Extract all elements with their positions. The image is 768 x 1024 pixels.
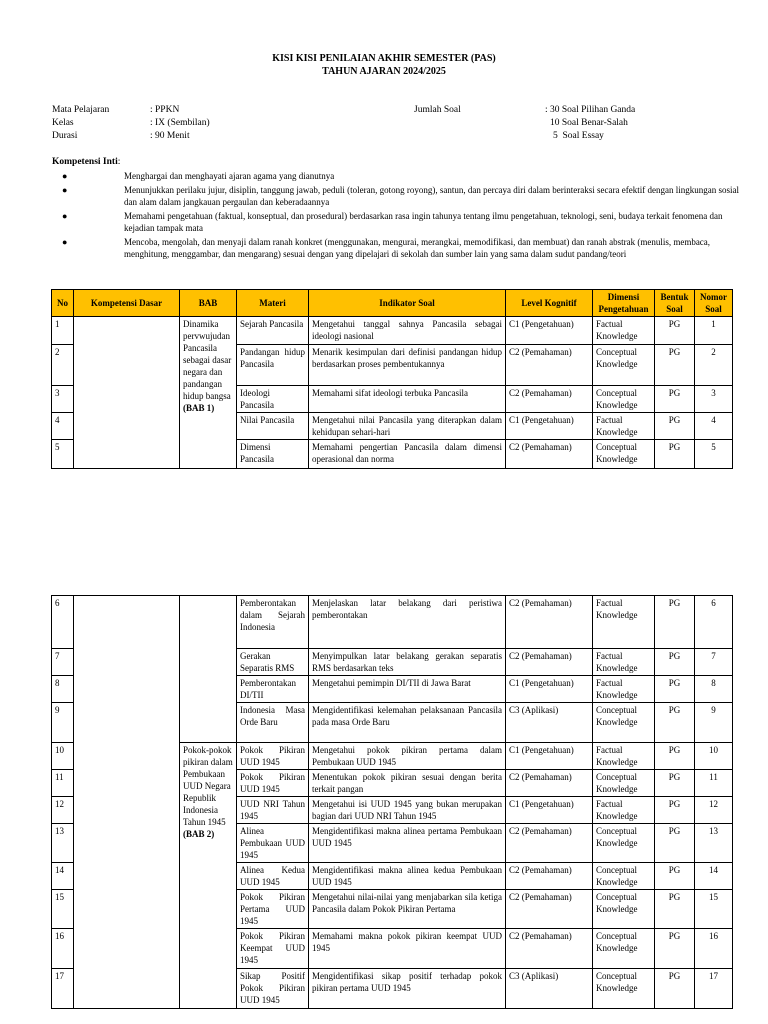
cell-materi: Pokok Pikiran UUD 1945 bbox=[237, 770, 309, 797]
kisi-table-page1 bbox=[51, 289, 733, 469]
cell-materi: Ideologi Pancasila bbox=[237, 386, 309, 413]
cell-nomor: 3 bbox=[695, 386, 733, 413]
cell-indikator: Mengetahui tanggal sahnya Pancasila sebagai ideologi nasional bbox=[309, 317, 506, 345]
durasi-label: Durasi bbox=[52, 131, 78, 141]
header-level: Level Kognitif bbox=[506, 290, 593, 317]
cell-dimensi: Conceptual Knowledge bbox=[593, 386, 655, 413]
cell-bentuk: PG bbox=[655, 929, 695, 969]
cell-no: 6 bbox=[52, 596, 74, 649]
cell-nomor: 8 bbox=[695, 676, 733, 703]
cell-level: C2 (Pemahaman) bbox=[506, 386, 593, 413]
header-kompetensi-dasar: Kompetensi Dasar bbox=[74, 290, 180, 317]
cell-indikator: Menarik kesimpulan dari definisi pandangan hidup berdasarkan proses pembentukannya bbox=[309, 345, 506, 386]
bab-title: Dinamika pervwujudan Pancasila sebagai dasar negara dan pandangan hidup bangsa bbox=[183, 319, 232, 401]
cell-dimensi: Factual Knowledge bbox=[593, 676, 655, 703]
table-header-row bbox=[52, 290, 733, 317]
cell-bab bbox=[180, 596, 237, 743]
cell-dimensi: Factual Knowledge bbox=[593, 596, 655, 649]
cell-indikator: Menentukan pokok pikiran sesuai dengan berita terkait pangan bbox=[309, 770, 506, 797]
cell-bentuk: PG bbox=[655, 863, 695, 890]
cell-nomor: 6 bbox=[695, 596, 733, 649]
cell-dimensi: Factual Knowledge bbox=[593, 797, 655, 824]
cell-indikator: Mengetahui nilai-nilai yang menjabarkan sila ketiga Pancasila dalam Pokok Pikiran Pertama bbox=[309, 890, 506, 929]
cell-bentuk: PG bbox=[655, 676, 695, 703]
mapel-label: Mata Pelajaran bbox=[52, 105, 110, 115]
cell-materi: Pemberontakan dalam Sejarah Indonesia bbox=[237, 596, 309, 649]
cell-materi: Alinea Kedua UUD 1945 bbox=[237, 863, 309, 890]
cell-nomor: 4 bbox=[695, 413, 733, 440]
cell-dimensi: Conceptual Knowledge bbox=[593, 770, 655, 797]
cell-level: C2 (Pemahaman) bbox=[506, 824, 593, 863]
cell-kompetensi-dasar bbox=[74, 596, 180, 1009]
cell-materi: Alinea Pembukaan UUD 1945 bbox=[237, 824, 309, 863]
bullet-icon: ● bbox=[62, 237, 68, 247]
cell-kompetensi-dasar bbox=[74, 317, 180, 469]
cell-bentuk: PG bbox=[655, 770, 695, 797]
cell-no: 9 bbox=[52, 703, 74, 743]
cell-no: 16 bbox=[52, 929, 74, 969]
cell-materi: Sejarah Pancasila bbox=[237, 317, 309, 345]
cell-nomor: 11 bbox=[695, 770, 733, 797]
cell-nomor: 5 bbox=[695, 440, 733, 469]
cell-indikator: Mengidentifikasi sikap positif terhadap pokok pikiran pertama UUD 1945 bbox=[309, 969, 506, 1009]
cell-level: C1 (Pengetahuan) bbox=[506, 317, 593, 345]
jumlah-bs: 10 Soal Benar-Salah bbox=[550, 118, 628, 128]
cell-bab bbox=[180, 317, 237, 469]
cell-nomor: 14 bbox=[695, 863, 733, 890]
cell-bentuk: PG bbox=[655, 743, 695, 770]
cell-no: 1 bbox=[52, 317, 74, 345]
document-title: KISI KISI PENILAIAN AKHIR SEMESTER (PAS) bbox=[272, 53, 496, 64]
cell-bentuk: PG bbox=[655, 317, 695, 345]
header-materi: Materi bbox=[237, 290, 309, 317]
cell-no: 8 bbox=[52, 676, 74, 703]
cell-no: 13 bbox=[52, 824, 74, 863]
kompetensi-inti-list bbox=[52, 170, 740, 260]
ki-item: ● Menunjukkan perilaku jujur, disiplin, tanggung jawab, peduli (toleran, gotong royong), santun, dan percaya diri dalam berinteraksi secara efektif dengan lingkungan sosial dan alam dalam jangkauan pergaulan dan keberadaannya bbox=[62, 185, 739, 207]
cell-no: 5 bbox=[52, 440, 74, 469]
cell-materi: Dimensi Pancasila bbox=[237, 440, 309, 469]
cell-dimensi: Conceptual Knowledge bbox=[593, 440, 655, 469]
cell-nomor: 2 bbox=[695, 345, 733, 386]
cell-materi: Indonesia Masa Orde Baru bbox=[237, 703, 309, 743]
kompetensi-inti-heading: Kompetensi Inti: bbox=[52, 157, 121, 167]
header-bab: BAB bbox=[180, 290, 237, 317]
table-row bbox=[52, 596, 733, 649]
cell-no: 11 bbox=[52, 770, 74, 797]
cell-materi: Gerakan Separatis RMS bbox=[237, 649, 309, 676]
cell-dimensi: Factual Knowledge bbox=[593, 649, 655, 676]
cell-level: C2 (Pemahaman) bbox=[506, 345, 593, 386]
cell-bentuk: PG bbox=[655, 596, 695, 649]
cell-no: 2 bbox=[52, 345, 74, 386]
cell-indikator: Mengetahui isi UUD 1945 yang bukan merupakan bagian dari UUD NRI Tahun 1945 bbox=[309, 797, 506, 824]
mapel-value: : PPKN bbox=[150, 105, 180, 115]
cell-level: C1 (Pengetahuan) bbox=[506, 743, 593, 770]
cell-materi: Pandangan hidup Pancasila bbox=[237, 345, 309, 386]
cell-no: 14 bbox=[52, 863, 74, 890]
cell-dimensi: Conceptual Knowledge bbox=[593, 929, 655, 969]
bab-label: (BAB 1) bbox=[183, 403, 215, 413]
cell-level: C3 (Aplikasi) bbox=[506, 703, 593, 743]
bullet-icon: ● bbox=[62, 171, 68, 181]
header-nomor: Nomor Soal bbox=[695, 290, 733, 317]
cell-indikator: Memahami pengertian Pancasila dalam dimensi operasional dan norma bbox=[309, 440, 506, 469]
cell-level: C2 (Pemahaman) bbox=[506, 863, 593, 890]
cell-bentuk: PG bbox=[655, 969, 695, 1009]
cell-level: C1 (Pengetahuan) bbox=[506, 797, 593, 824]
cell-bentuk: PG bbox=[655, 440, 695, 469]
ki-item: ● Memahami pengetahuan (faktual, konseptual, dan prosedural) berdasarkan rasa ingin tahunya tentang ilmu pengetahuan, teknologi, seni, budaya terkait fenomena dan kejadian tampak mata bbox=[62, 211, 723, 233]
kelas-label: Kelas bbox=[52, 118, 74, 128]
cell-materi: UUD NRI Tahun 1945 bbox=[237, 797, 309, 824]
cell-no: 4 bbox=[52, 413, 74, 440]
cell-materi: Sikap Positif Pokok Pikiran UUD 1945 bbox=[237, 969, 309, 1009]
kelas-value: : IX (Sembilan) bbox=[150, 118, 210, 128]
cell-dimensi: Conceptual Knowledge bbox=[593, 890, 655, 929]
cell-nomor: 1 bbox=[695, 317, 733, 345]
cell-bentuk: PG bbox=[655, 386, 695, 413]
cell-level: C2 (Pemahaman) bbox=[506, 770, 593, 797]
cell-indikator: Mengidentifikasi kelemahan pelaksanaan Pancasila pada masa Orde Baru bbox=[309, 703, 506, 743]
cell-level: C3 (Aplikasi) bbox=[506, 969, 593, 1009]
cell-indikator: Mengetahui pemimpin DI/TII di Jawa Barat bbox=[309, 676, 506, 703]
cell-level: C1 (Pengetahuan) bbox=[506, 676, 593, 703]
cell-indikator: Mengetahui pokok pikiran pertama dalam Pembukaan UUD 1945 bbox=[309, 743, 506, 770]
cell-no: 15 bbox=[52, 890, 74, 929]
cell-bentuk: PG bbox=[655, 649, 695, 676]
cell-nomor: 10 bbox=[695, 743, 733, 770]
header-dimensi: Dimensi Pengetahuan bbox=[593, 290, 655, 317]
jumlah-essay: 5 Soal Essay bbox=[553, 131, 604, 141]
bab-label: (BAB 2) bbox=[183, 829, 215, 839]
cell-no: 7 bbox=[52, 649, 74, 676]
cell-indikator: Mengidentifikasi makna alinea kedua Pembukaan UUD 1945 bbox=[309, 863, 506, 890]
cell-dimensi: Conceptual Knowledge bbox=[593, 824, 655, 863]
jumlah-pg: : 30 Soal Pilihan Ganda bbox=[545, 105, 636, 115]
cell-dimensi: Conceptual Knowledge bbox=[593, 345, 655, 386]
cell-no: 10 bbox=[52, 743, 74, 770]
cell-indikator: Memahami makna pokok pikiran keempat UUD 1945 bbox=[309, 929, 506, 969]
cell-level: C1 (Pengetahuan) bbox=[506, 413, 593, 440]
cell-level: C2 (Pemahaman) bbox=[506, 440, 593, 469]
cell-dimensi: Factual Knowledge bbox=[593, 317, 655, 345]
cell-dimensi: Factual Knowledge bbox=[593, 413, 655, 440]
ki-item: ● Menghargai dan menghayati ajaran agama yang dianutnya bbox=[62, 171, 335, 181]
cell-bentuk: PG bbox=[655, 797, 695, 824]
cell-dimensi: Conceptual Knowledge bbox=[593, 703, 655, 743]
document-subtitle: TAHUN AJARAN 2024/2025 bbox=[322, 66, 446, 77]
cell-dimensi: Conceptual Knowledge bbox=[593, 969, 655, 1009]
header-no: No bbox=[52, 290, 74, 317]
cell-indikator: Menjelaskan latar belakang dari peristiwa pemberontakan bbox=[309, 596, 506, 649]
cell-bentuk: PG bbox=[655, 890, 695, 929]
cell-indikator: Menyimpulkan latar belakang gerakan separatis RMS berdasarkan teks bbox=[309, 649, 506, 676]
cell-materi: Pokok Pikiran Keempat UUD 1945 bbox=[237, 929, 309, 969]
header-indikator: Indikator Soal bbox=[309, 290, 506, 317]
cell-indikator: Mengetahui nilai Pancasila yang diterapkan dalam kehidupan sehari-hari bbox=[309, 413, 506, 440]
cell-nomor: 17 bbox=[695, 969, 733, 1009]
cell-level: C2 (Pemahaman) bbox=[506, 929, 593, 969]
durasi-value: : 90 Menit bbox=[150, 131, 190, 141]
kisi-table-page2 bbox=[51, 595, 733, 1009]
cell-level: C2 (Pemahaman) bbox=[506, 649, 593, 676]
cell-bentuk: PG bbox=[655, 824, 695, 863]
cell-bab bbox=[180, 743, 237, 1009]
cell-materi: Pokok Pikiran Pertama UUD 1945 bbox=[237, 890, 309, 929]
cell-nomor: 15 bbox=[695, 890, 733, 929]
header-bentuk: Bentuk Soal bbox=[655, 290, 695, 317]
cell-dimensi: Conceptual Knowledge bbox=[593, 863, 655, 890]
cell-nomor: 9 bbox=[695, 703, 733, 743]
cell-bentuk: PG bbox=[655, 413, 695, 440]
cell-materi: Pemberontakan DI/TII bbox=[237, 676, 309, 703]
cell-no: 3 bbox=[52, 386, 74, 413]
cell-level: C2 (Pemahaman) bbox=[506, 890, 593, 929]
cell-nomor: 7 bbox=[695, 649, 733, 676]
cell-nomor: 16 bbox=[695, 929, 733, 969]
cell-bentuk: PG bbox=[655, 345, 695, 386]
cell-materi: Nilai Pancasila bbox=[237, 413, 309, 440]
jumlah-label: Jumlah Soal bbox=[414, 105, 461, 115]
cell-materi: Pokok Pikiran UUD 1945 bbox=[237, 743, 309, 770]
cell-nomor: 13 bbox=[695, 824, 733, 863]
cell-level: C2 (Pemahaman) bbox=[506, 596, 593, 649]
bab-title: Pokok-pokok pikiran dalam Pembukaan UUD Negara Republik Indonesia Tahun 1945 bbox=[183, 745, 233, 827]
cell-nomor: 12 bbox=[695, 797, 733, 824]
cell-indikator: Mengidentifikasi makna alinea pertama Pembukaan UUD 1945 bbox=[309, 824, 506, 863]
cell-no: 17 bbox=[52, 969, 74, 1009]
cell-indikator: Memahami sifat ideologi terbuka Pancasila bbox=[309, 386, 506, 413]
bullet-icon: ● bbox=[62, 185, 68, 195]
bullet-icon: ● bbox=[62, 211, 68, 221]
cell-dimensi: Factual Knowledge bbox=[593, 743, 655, 770]
ki-item: ● Mencoba, mengolah, dan menyaji dalam ranah konkret (menggunakan, mengurai, merangkai, memodifikasi, dan membuat) dan ranah abstrak (menulis, membaca, menghitung, menggambar, dan mengarang) sesuai dengan yang dipelajari di sekolah dan sumber lain yang sama dalam sudut pandang/teori bbox=[62, 237, 711, 259]
cell-no: 12 bbox=[52, 797, 74, 824]
cell-bentuk: PG bbox=[655, 703, 695, 743]
table-row bbox=[52, 317, 733, 345]
